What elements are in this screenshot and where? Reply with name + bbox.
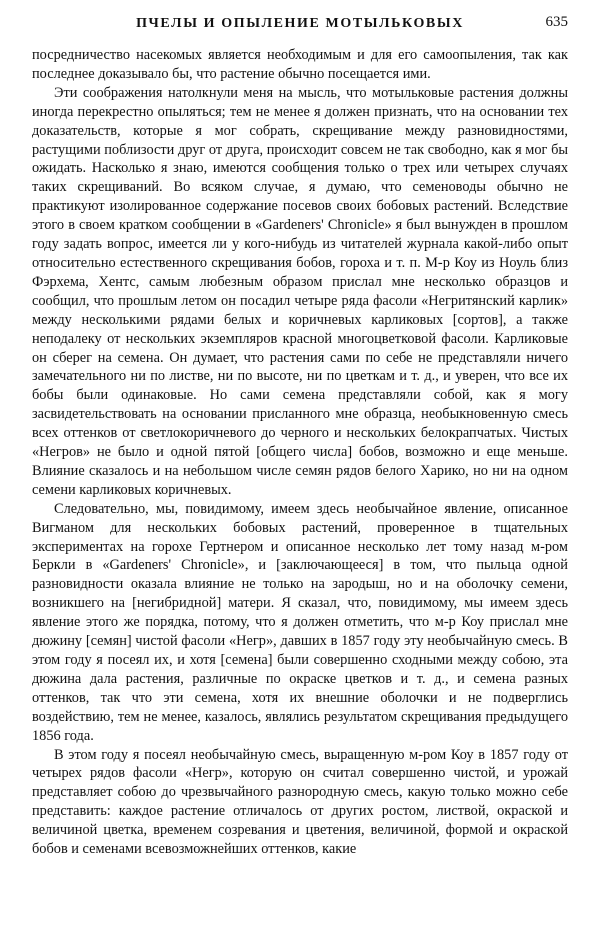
body-text: [32, 46, 568, 859]
page-header: [32, 14, 568, 38]
page-number: 635: [545, 14, 568, 30]
paragraph-2: Эти соображения натолкнули меня на мысль, что мотыльковые растения должны иногда перекрестно опыляться; тем не менее я должен признать, что на основании тех доказательств, которые я мог собрать, скрещивание между разновидностями, растущими поблизости друг от друга, происходит совсем не так свободно, как я мог бы ожидать. Насколько я знаю, имеются сообщения только о трех или четырех случаях таких скрещиваний. Во всяком случае, я думаю, что семеноводы обычно не практикуют изолированное содержание посевов своих бобовых растений. Вследствие этого в своем кратком сообщении в «Gardeners' Chronicle» я был вынужден в прошлом году задать вопрос, имеется ли у кого-нибудь из читателей журнала какой-либо опыт относительно естественного скрещивания бобов, гороха и т. п. М-р Коу из Ноуль близ Фэрхема, Хентс, самым любезным образом прислал мне несколько образцов и сообщил, что прошлым летом он посадил четыре ряда фасоли «Негритянский карлик» между несколькими рядами белых и коричневых карликовых [сортов], а также неподалеку от нескольких экземпляров красной многоцветковой фасоли. Карликовые он сберег на семена. Он думает, что растения сами по себе не представляли ничего замечательного ни по листве, ни по высоте, ни по цветкам и т. д., и уверен, что все их бобы были одинаковые. Но сами семена представляли собой, как я могу засвидетельствовать на основании присланного мне образца, необыкновенную смесь всех оттенков от светлокоричневого до черного и нескольких белокрапчатых. Чистых «Негров» не было и одной пятой [общего числа] бобов, возможно и еще меньше. Влияние сказалось и на небольшом числе семян рядов белого Харико, но ни на одном семени карликовых коричневых.: [32, 84, 568, 498]
running-head: ПЧЕЛЫ И ОПЫЛЕНИЕ МОТЫЛЬКОВЫХ: [136, 16, 464, 31]
paragraph-1: посредничество насекомых является необходимым и для его самоопыления, так как последнее доказывало бы, что растение обычно посещается ими.: [32, 47, 568, 82]
paragraph-3: Следовательно, мы, повидимому, имеем здесь необычайное явление, описанное Вигманом для нескольких бобовых растений, провереннoe в тщательных экспериментах на горохе Гертнером и описанное несколько лет тому назад м-ром Беркли в «Gardeners' Chronicle», и [заключающееся] в том, что пыльца одной разновидности оказала влияние не только на зародыш, но и на оболочку семени, возникшего на [негибридной] матери. Я сказал, что, повидимому, мы имеем здесь явление этого же порядка, потому, что я должен отметить, что м-р Коу прислал мне дюжину [семян] чистой фасоли «Негр», давших в 1857 году эту необычайную смесь. В этом году я посеял их, и хотя [семена] были совершенно сходными между собою, эта дюжина дала растения, различные по окраске цветков и т. д., и семена разных оттенков, так что эти семена, хотя их внешние оболочки и не подверглись воздействию, тем не менее, казалось, являлись результатом скрещивания предыдущего 1856 года.: [32, 500, 568, 744]
paragraph-4: В этом году я посеял необычайную смесь, выращенную м-ром Коу в 1857 году от четырех рядов фасоли «Негр», которую он считал совершенно чистой, и урожай представляет собою до чрезвычайного разнородную смесь, какую только можно себе представить: каждое растение отличалось от других ростом, листвой, окраской и величиной цветка, временем созревания и цветения, величиной, формой и окраской бобов и семенами всевозможнейших оттенков, какие: [32, 746, 568, 858]
